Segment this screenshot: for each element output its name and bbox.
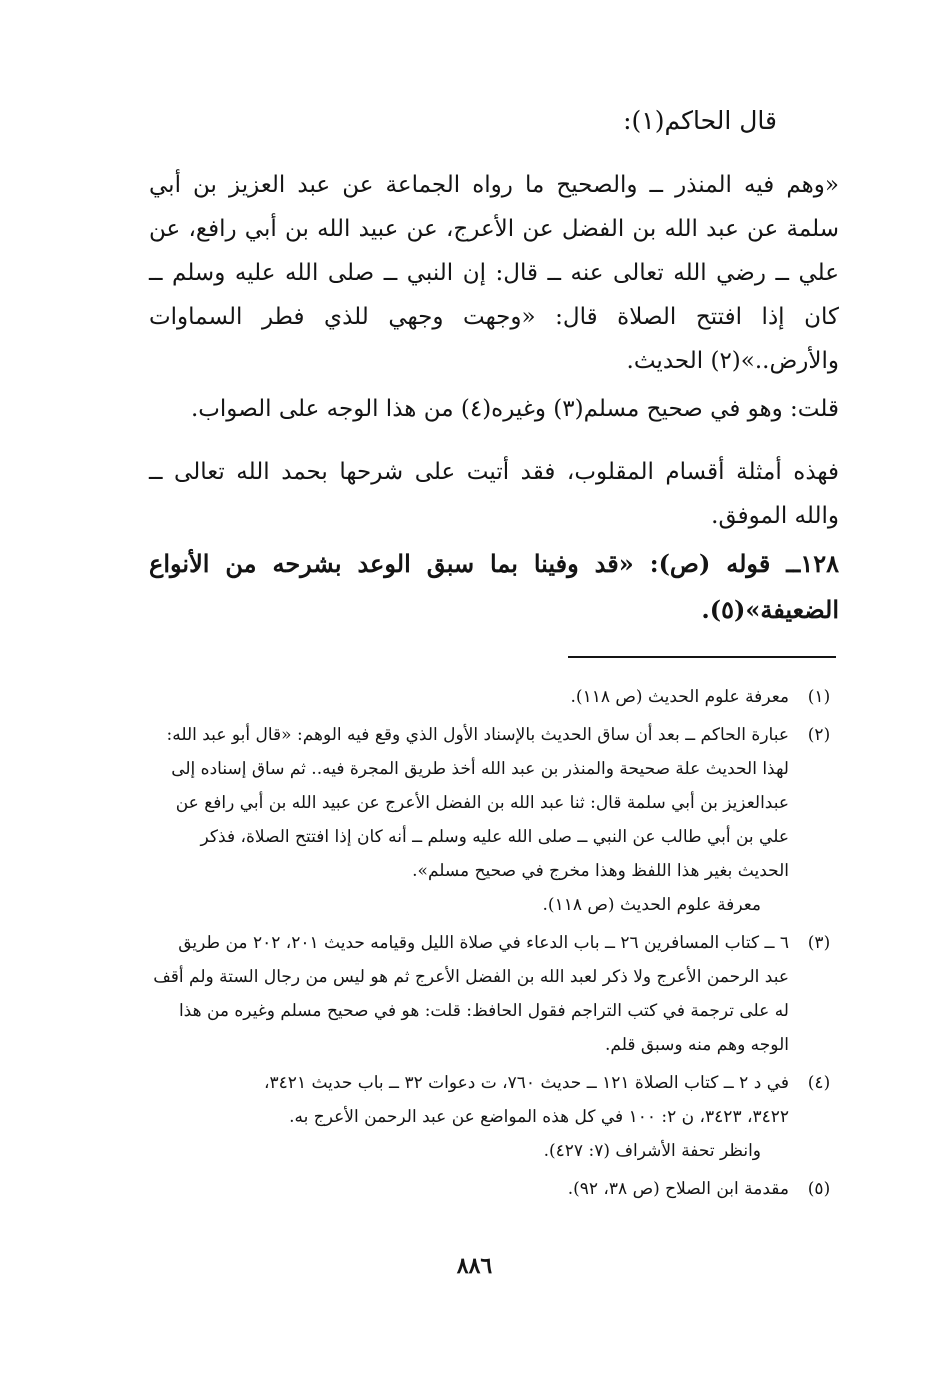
footnote-2 — [139, 718, 839, 922]
footnote-line: له على ترجمة في كتب التراجم فقول الحافظ: قلت: هو في صحيح مسلم وغيره من هذا — [178, 1001, 789, 1021]
quote-paragraph: «وهم فيه المنذر ــ والصحيح ما رواه الجماعة عن عبد العزيز بن أبي سلمة عن عبد الله بن الفضل عن الأعرج، عن عبيد الله بن أبي رافع، عن علي ــ رضي الله تعالى عنه ــ قال: إن النبي ــ صلى الله عليه وسلم ــ كان إذا افتتح الصلاة قال: «وجهت وجهي للذي فطر السماوات والأرض..»(٢) الحديث. — [149, 172, 839, 374]
footnotes — [139, 680, 839, 1210]
footnote-line: عبارة الحاكم ــ بعد أن ساق الحديث بالإسناد الأول الذي وقع فيه الوهم: «قال أبو عبد الله: — [166, 725, 789, 745]
footnote-number: (٢) — [807, 725, 831, 745]
footnote-line: مقدمة ابن الصلاح (ص ٣٨، ٩٢). — [567, 1179, 789, 1199]
page-number: ٨٨٦ — [456, 1253, 493, 1279]
footnote-line: في د ٢ ــ كتاب الصلاة ١٢١ ــ حديث ٧٦٠، ت دعوات ٣٢ ــ باب حديث ٣٤٢١، — [264, 1073, 789, 1093]
conclusion-paragraph: فهذه أمثلة أقسام المقلوب، فقد أتيت على شرحها بحمد الله تعالى ــ والله الموفق. — [149, 459, 839, 529]
footnote-line: لهذا الحديث علة صحيحة والمنذر بن عبد الله أخذ طريق المجرة فيه.. ثم ساق إسناده إلى — [171, 759, 789, 779]
numbered-statement-128: ١٢٨ــ قوله (ص): «قد وفينا بما سبق الوعد بشرحه من الأنواع الضعيفة»(٥). — [149, 549, 839, 624]
footnote-number: (٣) — [807, 933, 831, 953]
comment-paragraph: قلت: وهو في صحيح مسلم(٣) وغيره(٤) من هذا الوجه على الصواب. — [190, 396, 839, 422]
footnote-line: ٣٤٢٢، ٣٤٢٣، ن ٢: ١٠٠ في كل هذه المواضع عن عبد الرحمن الأعرج به. — [289, 1107, 789, 1127]
footnote-line: ٦ ــ كتاب المسافرين ٢٦ ــ باب الدعاء في صلاة الليل وقيامه حديث ٢٠١، ٢٠٢ من طريق — [178, 933, 789, 953]
footnote-line: عبدالعزيز بن أبي سلمة قال: ثنا عبد الله بن الفضل الأعرج عن عبيد الله بن أبي رافع عن — [175, 793, 789, 813]
footnote-number: (٤) — [807, 1073, 831, 1093]
footnote-1 — [139, 680, 839, 714]
footnote-line: الوجه وهم منه وسبق قلم. — [605, 1035, 789, 1055]
footnote-line: الحديث بغير هذا اللفظ وهذا مخرج في صحيح مسلم». — [412, 861, 789, 881]
footnote-reference: وانظر تحفة الأشراف (٧: ٤٢٧). — [543, 1141, 761, 1161]
footnote-number: (١) — [807, 687, 831, 707]
footnote-line: عبد الرحمن الأعرج ولا ذكر لعبد الله بن الفضل الأعرج ثم هو ليس من رجال الستة ولم أقف — [153, 967, 789, 987]
footnote-3 — [139, 926, 839, 1062]
footnote-separator — [568, 656, 836, 658]
footnote-reference: معرفة علوم الحديث (ص ١١٨). — [542, 895, 761, 915]
footnote-4 — [139, 1066, 839, 1168]
footnote-5 — [139, 1172, 839, 1206]
section-heading: قال الحاكم(١): — [623, 106, 777, 135]
footnote-line: علي بن أبي طالب عن النبي ــ صلى الله عليه وسلم ــ أنه كان إذا افتتح الصلاة، فذكر — [200, 827, 789, 847]
footnote-number: (٥) — [807, 1179, 831, 1199]
footnote-line: معرفة علوم الحديث (ص ١١٨). — [570, 687, 789, 707]
